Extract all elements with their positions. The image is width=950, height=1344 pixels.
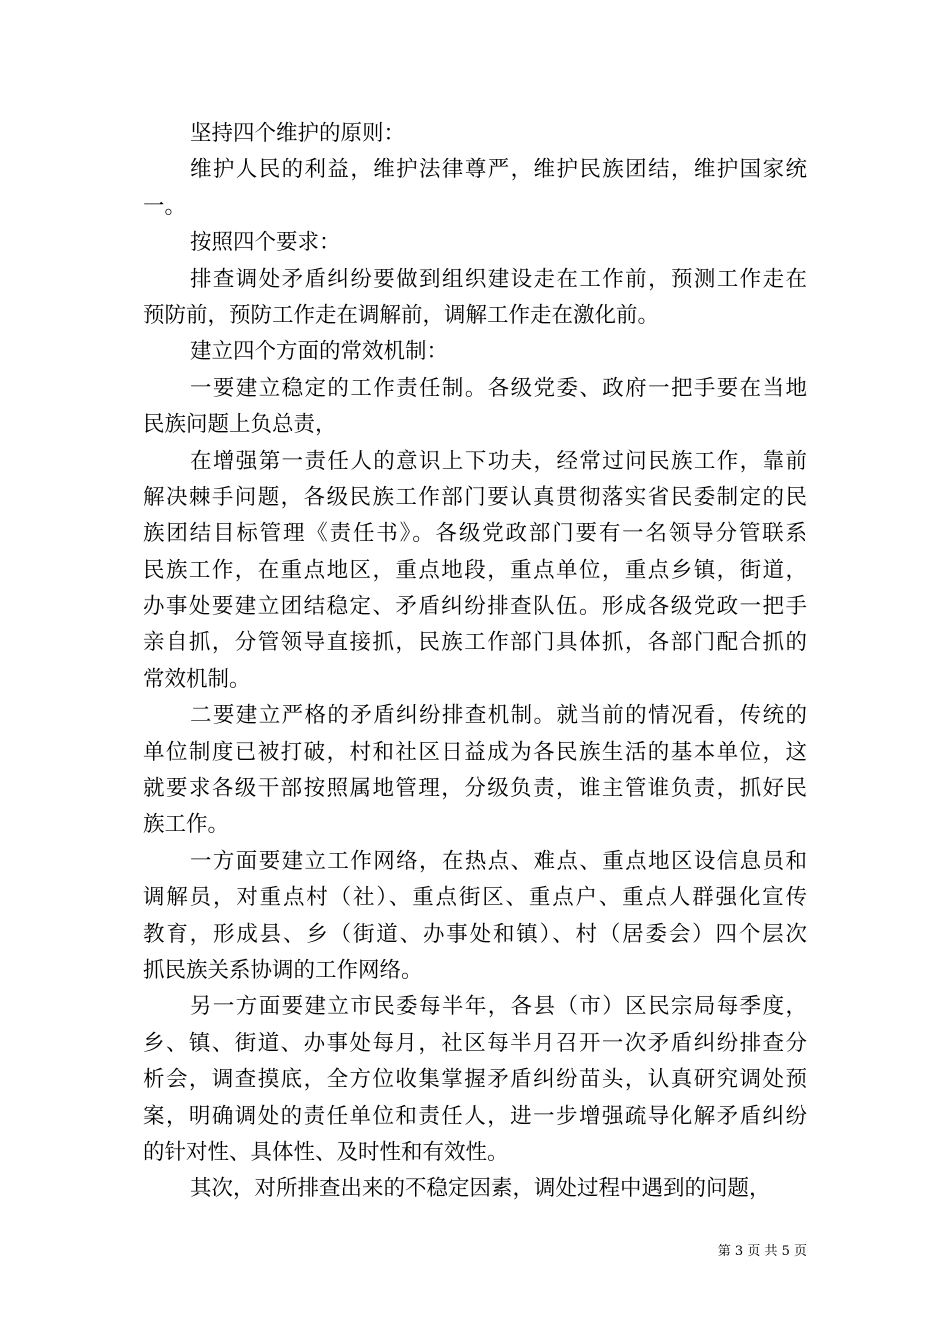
- paragraph-line: 民族问题上负总责，: [143, 412, 337, 438]
- paragraph-line: 族团结目标管理《责任书》。各级党政部门要有一名领导分管联系: [143, 521, 807, 547]
- paragraph-line: 一。: [143, 193, 187, 219]
- paragraph-line: 办事处要建立团结稳定、矛盾纠纷排查队伍。形成各级党政一把手: [143, 594, 807, 620]
- paragraph-line: 族工作。: [143, 812, 230, 838]
- paragraph-line: 按照四个要求：: [190, 230, 341, 256]
- paragraph-line: 调解员，对重点村（社）、重点街区、重点户、重点人群强化宣传: [143, 885, 807, 911]
- paragraph: [143, 444, 807, 699]
- paragraph-line: 民族工作，在重点地区，重点地段，重点单位，重点乡镇，街道，: [143, 557, 807, 583]
- paragraph-line: 二要建立严格的矛盾纠纷排查机制。就当前的情况看，传统的: [190, 703, 807, 729]
- paragraph-line: 一要建立稳定的工作责任制。各级党委、政府一把手要在当地: [190, 375, 807, 401]
- paragraph-line: 预防前，预防工作走在调解前，调解工作走在激化前。: [143, 302, 660, 328]
- paragraph-line: 教育，形成县、乡（街道、办事处和镇）、村（居委会）四个层次: [143, 921, 807, 947]
- paragraph: [143, 1171, 807, 1207]
- paragraph-line: 就要求各级干部按照属地管理，分级负责，谁主管谁负责，抓好民: [143, 776, 807, 802]
- paragraph: [143, 989, 807, 1171]
- paragraph-line: 建立四个方面的常效机制：: [190, 339, 449, 365]
- paragraph: [143, 334, 807, 370]
- paragraph-line: 坚持四个维护的原则：: [190, 121, 406, 146]
- paragraph: [143, 262, 807, 335]
- paragraph-line: 常效机制。: [143, 666, 251, 692]
- paragraph-line: 亲自抓，分管领导直接抓，民族工作部门具体抓，各部门配合抓的: [143, 630, 807, 656]
- paragraph: [143, 116, 807, 152]
- paragraph-line: 排查调处矛盾纠纷要做到组织建设走在工作前，预测工作走在: [190, 266, 807, 292]
- paragraph: [143, 152, 807, 225]
- paragraph-line: 案，明确调处的责任单位和责任人，进一步增强疏导化解矛盾纠纷: [143, 1103, 807, 1129]
- paragraph-line: 的针对性、具体性、及时性和有效性。: [143, 1139, 509, 1165]
- paragraph-line: 乡、镇、街道、办事处每月，社区每半月召开一次矛盾纠纷排查分: [143, 1030, 807, 1056]
- paragraph: [143, 225, 807, 261]
- paragraph-line: 解决棘手问题，各级民族工作部门要认真贯彻落实省民委制定的民: [143, 484, 807, 510]
- paragraph-line: 析会，调查摸底，全方位收集掌握矛盾纠纷苗头，认真研究调处预: [143, 1067, 807, 1093]
- paragraph-line: 抓民族关系协调的工作网络。: [143, 957, 423, 983]
- paragraph-line: 在增强第一责任人的意识上下功夫，经常过问民族工作，靠前: [190, 448, 807, 474]
- paragraph: [143, 698, 807, 844]
- paragraph: [143, 371, 807, 444]
- paragraph-line: 单位制度已被打破，村和社区日益成为各民族生活的基本单位，这: [143, 739, 807, 765]
- paragraph-line: 另一方面要建立市民委每半年，各县（市）区民宗局每季度，: [190, 994, 807, 1020]
- paragraph-line: 维护人民的利益，维护法律尊严，维护民族团结，维护国家统: [190, 157, 807, 183]
- page-number: 第 3 页 共 5 页: [717, 1244, 807, 1259]
- paragraph-line: 其次，对所排查出来的不稳定因素，调处过程中遇到的问题，: [190, 1176, 771, 1202]
- paragraph: [143, 844, 807, 990]
- document-body: [143, 116, 807, 1208]
- paragraph-line: 一方面要建立工作网络，在热点、难点、重点地区设信息员和: [190, 848, 807, 874]
